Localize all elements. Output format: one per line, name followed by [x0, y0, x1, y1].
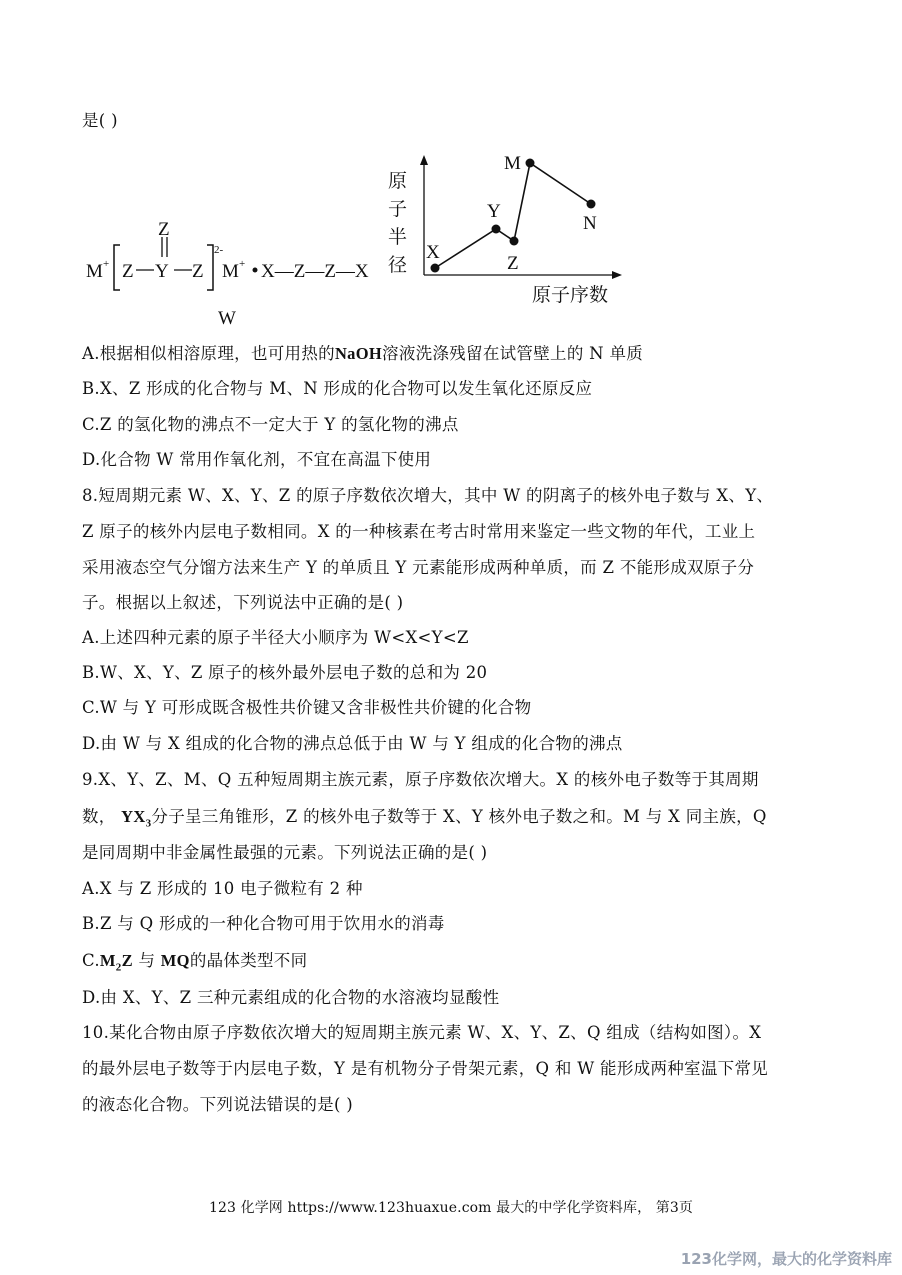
label-x: X — [426, 242, 440, 263]
q8-line-1: 8.短周期元素 W、X、Y、Z 的原子序数依次增大，其中 W 的阴离子的核外电子数与 X、Y、 — [82, 486, 774, 505]
y-axis-char-3: 半 — [388, 227, 408, 248]
q10-line-3: 的液态化合物。下列说法错误的是( ) — [82, 1095, 354, 1114]
m-plus-right: M — [222, 261, 239, 282]
charge-label: 2- — [214, 244, 224, 256]
point-x — [431, 264, 440, 273]
naoh-formula: NaOH — [334, 344, 383, 363]
page-footer: 123 化学网 https://www.123huaxue.com 最大的中学化学资料库， 第3页 — [209, 1200, 693, 1216]
mq-formula: MQ — [160, 951, 190, 970]
q8-line-2: Z 原子的核外内层电子数相同。X 的一种核素在考古时常用来鉴定一些文物的年代，工业上 — [82, 522, 756, 541]
q7-option-a: A.根据相似相溶原理，也可用热的NaOH溶液洗涤残留在试管壁上的 N 单质 — [82, 344, 644, 363]
y-axis-arrow — [420, 155, 428, 165]
q9-option-c: $C.M_2Z$ 与 MQ的晶体类型不同 — [82, 951, 308, 974]
m-plus-left: M — [86, 261, 103, 282]
q8-option-a: A.上述四种元素的原子半径大小顺序为 W<X<Y<Z — [82, 628, 469, 647]
point-z — [510, 237, 519, 246]
q9-option-d: D.由 X、Y、Z 三种元素组成的化合物的水溶液均显酸性 — [82, 988, 500, 1007]
plus-sign-left: + — [103, 258, 110, 270]
q10-line-2: 的最外层电子数等于内层电子数，Y 是有机物分子骨架元素，Q 和 W 能形成两种室温下常见 — [82, 1059, 769, 1078]
point-y — [492, 225, 501, 234]
q8-line-3: 采用液态空气分馏方法来生产 Y 的单质且 Y 元素能形成两种单质，而 Z 不能形成双原子分 — [82, 558, 755, 577]
label-n: N — [583, 213, 597, 234]
radius-graph — [380, 145, 630, 310]
q7-option-d: D.化合物 W 常用作氧化剂，不宜在高温下使用 — [82, 450, 432, 469]
q9-option-a: A.X 与 Z 形成的 10 电子微粒有 2 种 — [82, 879, 363, 898]
structure-diagram — [80, 215, 380, 335]
q9-line-2: 数， $YX_3$分子呈三角锥形，Z 的核外电子数等于 X、Y 核外电子数之和。M 与 X 同主族，Q — [82, 807, 767, 830]
y-axis-char-1: 原 — [388, 171, 408, 192]
label-z: Z — [507, 253, 519, 274]
q9-line-1: 9.X、Y、Z、M、Q 五种短周期主族元素，原子序数依次增大。X 的核外电子数等于其周期 — [82, 770, 759, 789]
label-y: Y — [487, 201, 501, 222]
q7-option-c: C.Z 的氢化物的沸点不一定大于 Y 的氢化物的沸点 — [82, 415, 459, 434]
w-label: W — [218, 308, 236, 329]
left-bracket — [114, 245, 120, 290]
yx3-formula: $YX_3$ — [121, 807, 152, 830]
x-axis-label: 原子序数 — [532, 285, 609, 306]
q9-line-3: 是同周期中非金属性最强的元素。下列说法正确的是( ) — [82, 843, 488, 862]
z-top: Z — [158, 219, 170, 240]
y-center: Y — [155, 261, 169, 282]
q10-line-1: 10.某化合物由原子序数依次增大的短周期主族元素 W、X、Y、Z、Q 组成（结构如图）。X — [82, 1023, 762, 1042]
m2z-formula: $M_2Z$ — [99, 951, 133, 974]
q9-option-b: B.Z 与 Q 形成的一种化合物可用于饮用水的消毒 — [82, 914, 445, 933]
q8-option-d: D.由 W 与 X 组成的化合物的沸点总低于由 W 与 Y 组成的化合物的沸点 — [82, 734, 623, 753]
point-m — [526, 159, 535, 168]
z-left: Z — [122, 261, 134, 282]
right-bracket — [207, 245, 213, 290]
q8-option-c: C.W 与 Y 可形成既含极性共价键又含非极性共价键的化合物 — [82, 698, 532, 717]
y-axis-char-4: 径 — [388, 255, 408, 276]
x-axis-arrow — [612, 271, 622, 279]
watermark-text: 123化学网，最大的化学资料库 — [680, 1250, 892, 1268]
point-n — [587, 200, 596, 209]
q7-option-b: B.X、Z 形成的化合物与 M、N 形成的化合物可以发生氧化还原反应 — [82, 379, 593, 398]
q7-stem-tail: 是( ) — [82, 111, 118, 130]
bullet-dot — [253, 268, 258, 273]
q8-line-4: 子。根据以上叙述，下列说法中正确的是( ) — [82, 593, 404, 612]
chain-label: X—Z—Z—X — [261, 261, 369, 282]
q8-option-b: B.W、X、Y、Z 原子的核外最外层电子数的总和为 20 — [82, 663, 488, 682]
y-axis-char-2: 子 — [388, 199, 408, 220]
plus-sign-right: + — [239, 258, 246, 270]
z-right: Z — [192, 261, 204, 282]
label-m: M — [504, 153, 521, 174]
